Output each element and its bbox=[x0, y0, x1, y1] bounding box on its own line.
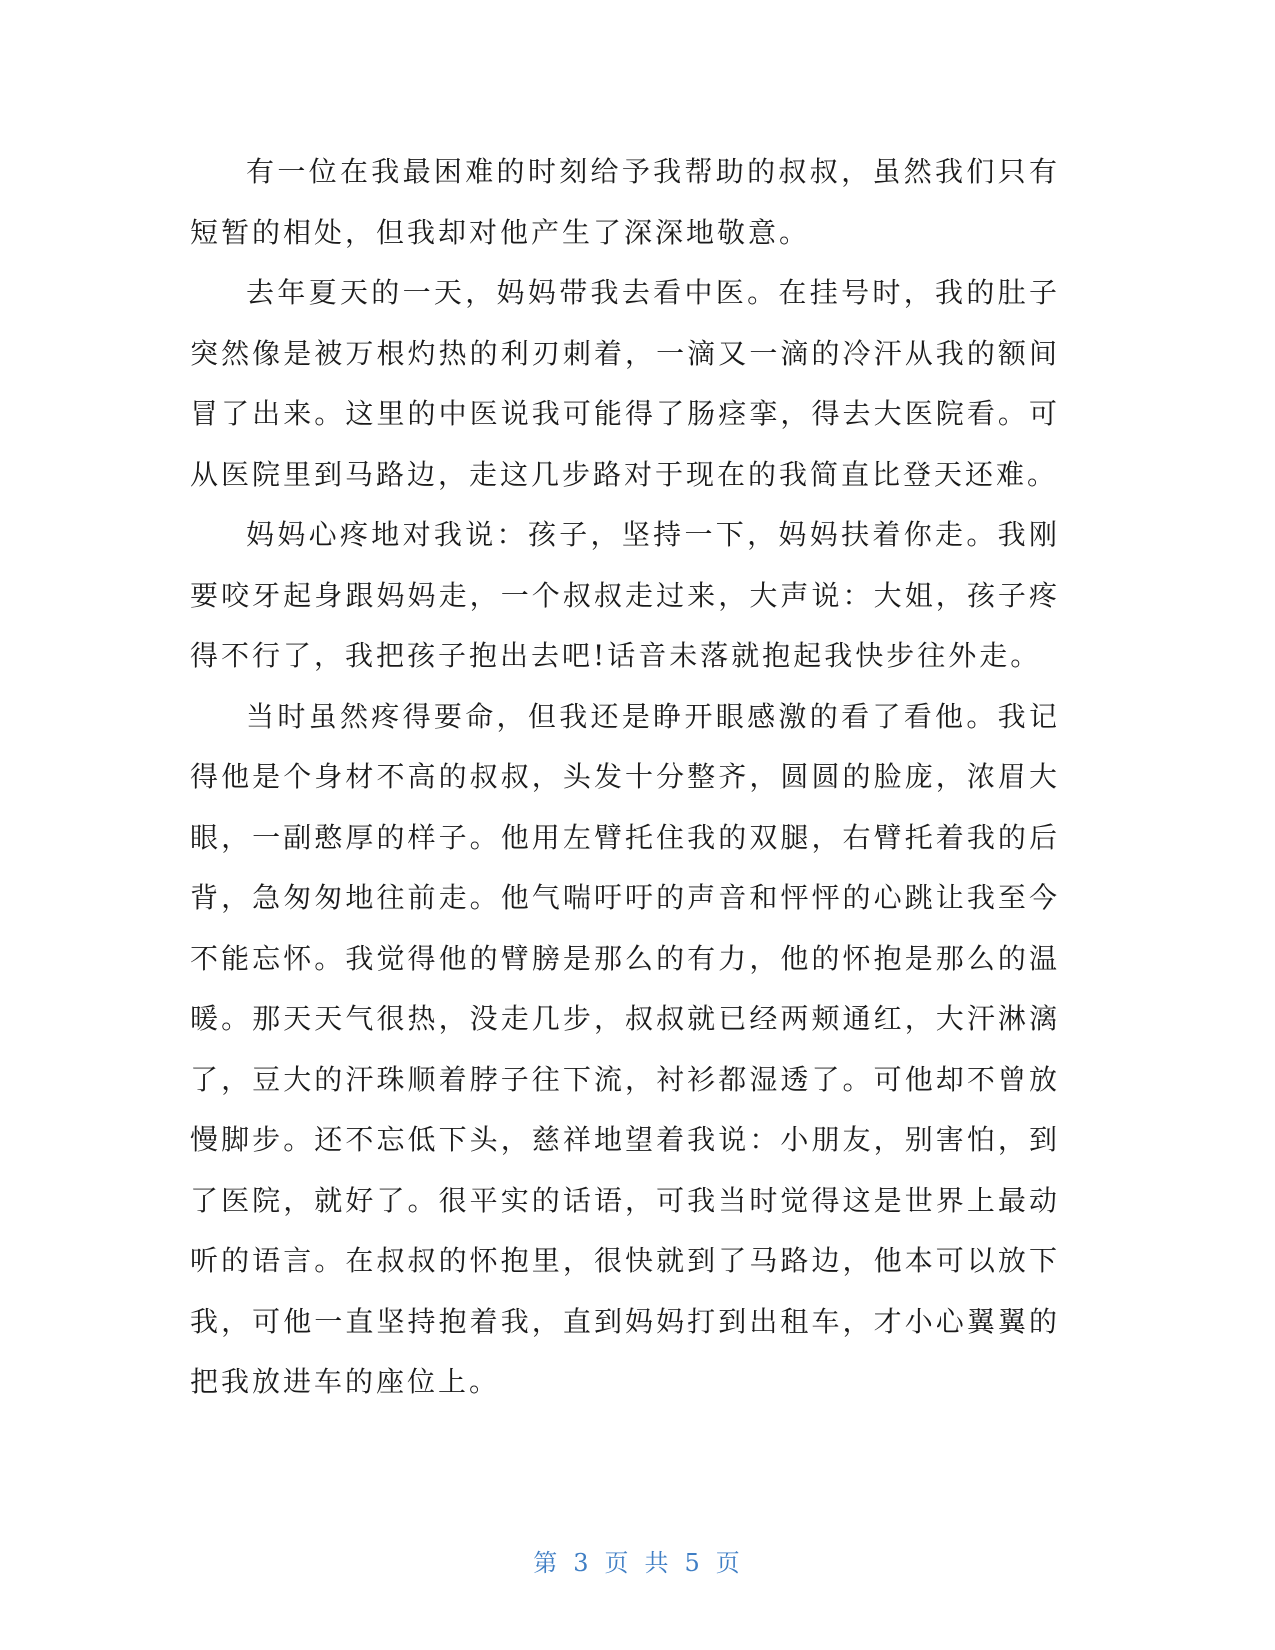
footer-total-pages: 5 bbox=[684, 1549, 702, 1577]
paragraph-4: 当时虽然疼得要命，但我还是睁开眼感激的看了看他。我记得他是个身材不高的叔叔，头发十分整齐，圆圆的脸庞，浓眉大眼，一副憨厚的样子。他用左臂托住我的双腿，右臂托着我的后背，急匆匆地往前走。他气喘吁吁的声音和怦怦的心跳让我至今不能忘怀。我觉得他的臂膀是那么的有力，他的怀抱是那么的温暖。那天天气很热，没走几步，叔叔就已经两颊通红，大汗淋漓了，豆大的汗珠顺着脖子往下流，衬衫都湿透了。可他却不曾放慢脚步。还不忘低下头，慈祥地望着我说：小朋友，别害怕，到了医院，就好了。很平实的话语，可我当时觉得这是世界上最动听的语言。在叔叔的怀抱里，很快就到了马路边，他本可以放下我，可他一直坚持抱着我，直到妈妈打到出租车，才小心翼翼的把我放进车的座位上。 bbox=[190, 699, 1060, 1398]
paragraph-1: 有一位在我最困难的时刻给予我帮助的叔叔，虽然我们只有短暂的相处，但我却对他产生了深深地敬意。 bbox=[190, 155, 1060, 249]
footer-current-page: 3 bbox=[573, 1549, 591, 1577]
page-number-footer bbox=[0, 1543, 1275, 1578]
footer-page-word: 页 bbox=[604, 1549, 631, 1577]
footer-prefix: 第 bbox=[533, 1549, 560, 1577]
footer-total-word: 共 bbox=[644, 1549, 671, 1577]
paragraph-3: 妈妈心疼地对我说：孩子，坚持一下，妈妈扶着你走。我刚要咬牙起身跟妈妈走，一个叔叔走过来，大声说：大姐，孩子疼得不行了，我把孩子抱出去吧!话音未落就抱起我快步往外走。 bbox=[190, 518, 1060, 672]
article-body bbox=[190, 142, 1060, 1413]
footer-suffix: 页 bbox=[715, 1549, 742, 1577]
paragraph-2: 去年夏天的一天，妈妈带我去看中医。在挂号时，我的肚子突然像是被万根灼热的利刃刺着，一滴又一滴的冷汗从我的额间冒了出来。这里的中医说我可能得了肠痉挛，得去大医院看。可从医院里到马路边，走这几步路对于现在的我简直比登天还难。 bbox=[190, 276, 1060, 491]
